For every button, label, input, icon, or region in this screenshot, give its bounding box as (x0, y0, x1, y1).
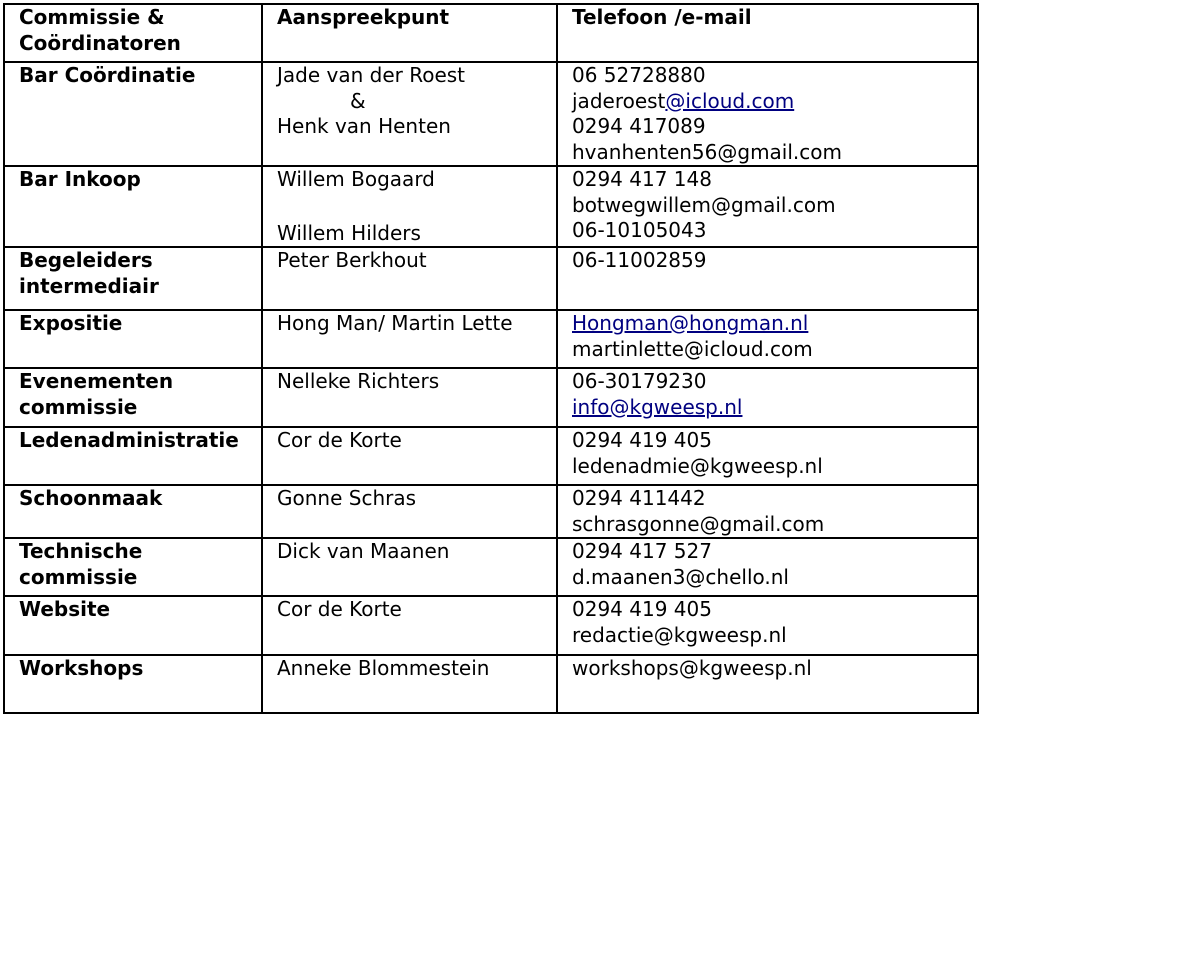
aanspreekpunt-cell: Willem Bogaard Willem Hilders (262, 166, 557, 247)
table-row (4, 166, 978, 247)
commissie-cell: Website (4, 596, 262, 655)
aanspreekpunt-cell: Dick van Maanen (262, 538, 557, 596)
header-contact: Telefoon /e-mail (557, 4, 978, 62)
email-link[interactable]: @icloud.com (665, 88, 795, 113)
table-row (4, 596, 978, 655)
aanspreekpunt-cell: Nelleke Richters (262, 368, 557, 427)
commissie-cell: Technische commissie (4, 538, 262, 596)
commissie-cell: Begeleiders intermediair (4, 247, 262, 310)
commissie-cell: Evenementen commissie (4, 368, 262, 427)
aanspreekpunt-cell: Cor de Korte (262, 427, 557, 485)
table-row (4, 485, 978, 538)
commissie-cell: Bar Coördinatie (4, 62, 262, 166)
commissie-cell: Schoonmaak (4, 485, 262, 538)
table-row (4, 427, 978, 485)
contact-cell: 0294 411442 schrasgonne@gmail.com (557, 485, 978, 538)
contact-cell: 0294 417 148 botwegwillem@gmail.com 06-10105043 (557, 166, 978, 247)
aanspreekpunt-cell: Jade van der Roest & Henk van Henten (262, 62, 557, 166)
table-row (4, 310, 978, 368)
contact-cell: 0294 417 527 d.maanen3@chello.nl (557, 538, 978, 596)
email-link[interactable]: Hongman@hongman.nl (572, 311, 809, 335)
table-row (4, 655, 978, 713)
aanspreekpunt-cell: Peter Berkhout (262, 247, 557, 310)
aanspreekpunt-cell: Gonne Schras (262, 485, 557, 538)
contact-cell: Hongman@hongman.nl martinlette@icloud.com (557, 310, 978, 368)
contact-cell: 0294 419 405 ledenadmie@kgweesp.nl (557, 427, 978, 485)
contact-cell: workshops@kgweesp.nl (557, 655, 978, 713)
contact-table (3, 3, 979, 714)
contact-cell: 06-30179230 info@kgweesp.nl (557, 368, 978, 427)
table-row (4, 62, 978, 166)
commissie-cell: Bar Inkoop (4, 166, 262, 247)
contact-cell: 06-11002859 (557, 247, 978, 310)
commissie-cell: Expositie (4, 310, 262, 368)
commissie-cell: Workshops (4, 655, 262, 713)
header-aanspreekpunt: Aanspreekpunt (262, 4, 557, 62)
aanspreekpunt-cell: Cor de Korte (262, 596, 557, 655)
aanspreekpunt-cell: Hong Man/ Martin Lette (262, 310, 557, 368)
header-commissie: Commissie & Coördinatoren (4, 4, 262, 62)
contact-cell: 0294 419 405 redactie@kgweesp.nl (557, 596, 978, 655)
aanspreekpunt-cell: Anneke Blommestein (262, 655, 557, 713)
email-line: jaderoest@icloud.com (572, 88, 795, 113)
email-link[interactable]: info@kgweesp.nl (572, 394, 743, 419)
table-header-row (4, 4, 978, 62)
table-row (4, 247, 978, 310)
contact-cell: 06 52728880 jaderoest@icloud.com 0294 417089 hvanhenten56@gmail.com (557, 62, 978, 166)
commissie-cell: Ledenadministratie (4, 427, 262, 485)
table-row (4, 538, 978, 596)
table-row (4, 368, 978, 427)
